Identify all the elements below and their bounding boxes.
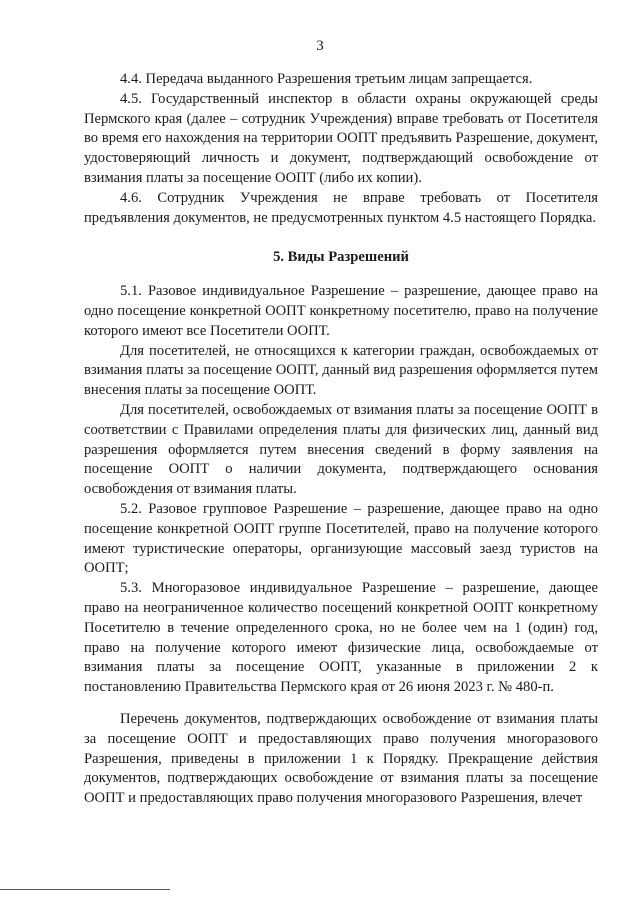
paragraph-5-1: 5.1. Разовое индивидуальное Разрешение – разрешение, дающее право на одно посещение конкретной ООПТ конкретному посетителю, право на получение которого имеют все Посетители ООПТ. <box>84 283 598 339</box>
page-number: 3 <box>316 38 324 54</box>
paragraph-5-3-a: Перечень документов, подтверждающих освобождение от взимания платы за посещение ООПТ и предоставляющих право получения многоразового Разрешения, приведены в приложении 1 к Порядку. Прекращение действия документов, подтверждающих освобождение от взимания платы за посещение ООПТ и предоставляющих право получения многоразового Разрешения, влечет <box>84 710 598 807</box>
paragraph-5-1-a: Для посетителей, не относящихся к категории граждан, освобождаемых от взимания платы за посещение ООПТ, данный вид разрешения оформляется путем внесения платы за посещение ООПТ. <box>84 342 598 399</box>
paragraph-5-3: 5.3. Многоразовое индивидуальное Разрешение – разрешение, дающее право на неограниченное количество посещений конкретной ООПТ конкретному Посетителю в течение определенного срока, но не более чем на 1 (один) год, право на получение которого имеют физические лица, освобождаемые от взимания платы за посещение ООПТ, указанные в приложении 2 к постановлению Правительства Пермского края от 26 июня 2023 г. № 480-п. <box>84 580 598 696</box>
paragraph-4-6: 4.6. Сотрудник Учреждения не вправе требовать от Посетителя предъявления документов, не предусмотренных пунктом 4.5 настоящего Порядка. <box>84 189 598 226</box>
document-body <box>84 70 598 809</box>
paragraph-5-2: 5.2. Разовое групповое Разрешение – разрешение, дающее право на одно посещение конкретной ООПТ группе Посетителей, право на получение которого имеют туристические операторы, организующие массовый заезд туристов на ООПТ; <box>84 500 598 577</box>
section-5-heading: 5. Виды Разрешений <box>273 249 409 266</box>
paragraph-5-1-b: Для посетителей, освобождаемых от взимания платы за посещение ООПТ в соответствии с Правилами определения платы для физических лиц, данный вид разрешения оформляется путем внесения сведений в форму заявления на посещение ООПТ о наличии документа, подтверждающего основания освобождения от взимания платы. <box>84 401 598 498</box>
footnote-separator <box>0 889 170 890</box>
paragraph-4-5: 4.5. Государственный инспектор в области охраны окружающей среды Пермского края (далее – сотрудник Учреждения) вправе требовать от Посетителя во время его нахождения на территории ООПТ предъявить Разрешение, документ, удостоверяющий личность и документ, подтверждающий освобождение от взимания платы за посещение ООПТ (либо их копии). <box>84 90 598 186</box>
paragraph-4-4: 4.4. Передача выданного Разрешения третьим лицам запрещается. <box>120 71 533 87</box>
paragraph-gap <box>84 698 598 710</box>
